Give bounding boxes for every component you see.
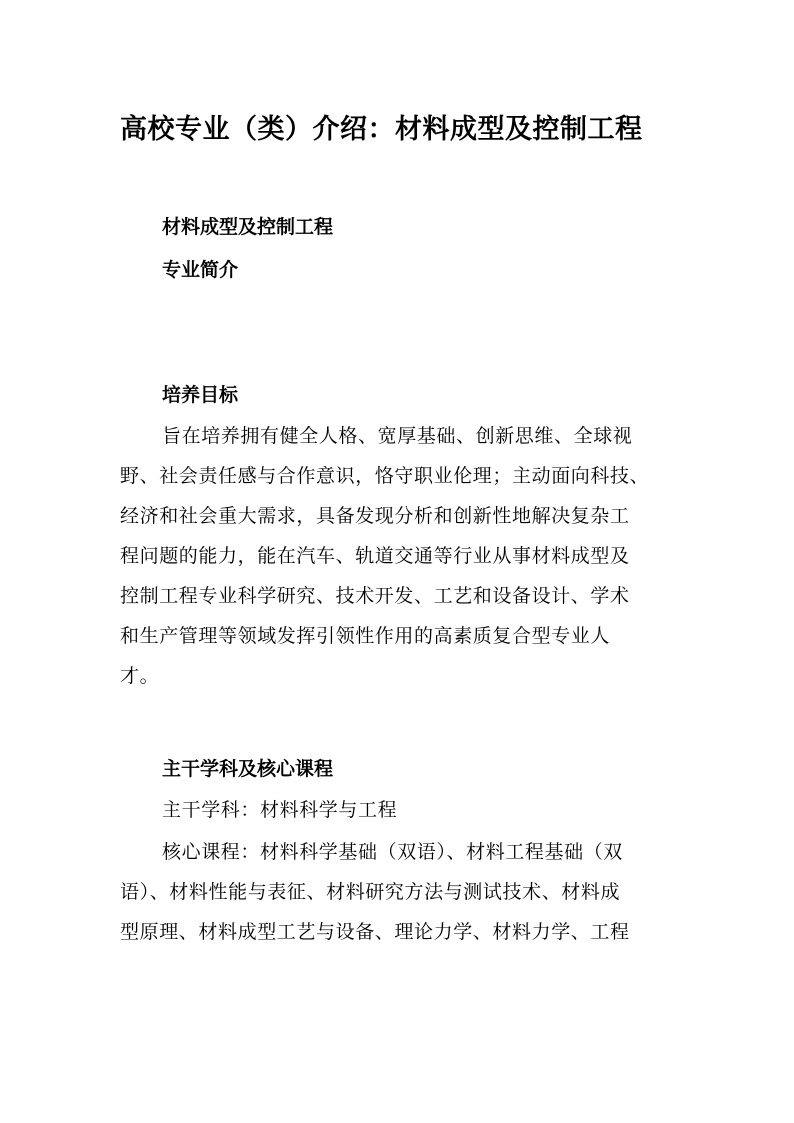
goal-line: 控制工程专业科学研究、技术开发、工艺和设备设计、学术 bbox=[120, 585, 630, 607]
goal-heading: 培养目标 bbox=[162, 384, 239, 406]
goal-line: 经济和社会重大需求，具备发现分析和创新性地解决复杂工 bbox=[120, 505, 630, 527]
courses-heading: 主干学科及核心课程 bbox=[162, 758, 334, 780]
goal-line: 野、社会责任感与合作意识，恪守职业伦理；主动面向科技、 bbox=[120, 465, 650, 487]
goal-paragraph bbox=[120, 416, 680, 696]
core-course-line: 型原理、材料成型工艺与设备、理论力学、材料力学、工程 bbox=[120, 921, 630, 943]
document-title: 高校专业（类）介绍：材料成型及控制工程 bbox=[120, 114, 643, 145]
core-course-line: 语）、材料性能与表征、材料研究方法与测试技术、材料成 bbox=[120, 881, 621, 903]
goal-line: 旨在培养拥有健全人格、宽厚基础、创新思维、全球视 bbox=[162, 425, 633, 447]
goal-line: 才。 bbox=[120, 665, 160, 687]
main-discipline-paragraph bbox=[120, 790, 680, 830]
core-courses-paragraph bbox=[120, 832, 680, 952]
core-course-line: 核心课程：材料科学基础（双语）、材料工程基础（双 bbox=[162, 841, 623, 863]
goal-line: 和生产管理等领域发挥引领性作用的高素质复合型专业人 bbox=[120, 625, 611, 647]
main-discipline-line: 主干学科：材料科学与工程 bbox=[162, 799, 398, 821]
major-name-heading: 材料成型及控制工程 bbox=[162, 216, 334, 238]
goal-line: 程问题的能力，能在汽车、轨道交通等行业从事材料成型及 bbox=[120, 545, 630, 567]
intro-heading: 专业简介 bbox=[162, 259, 239, 281]
